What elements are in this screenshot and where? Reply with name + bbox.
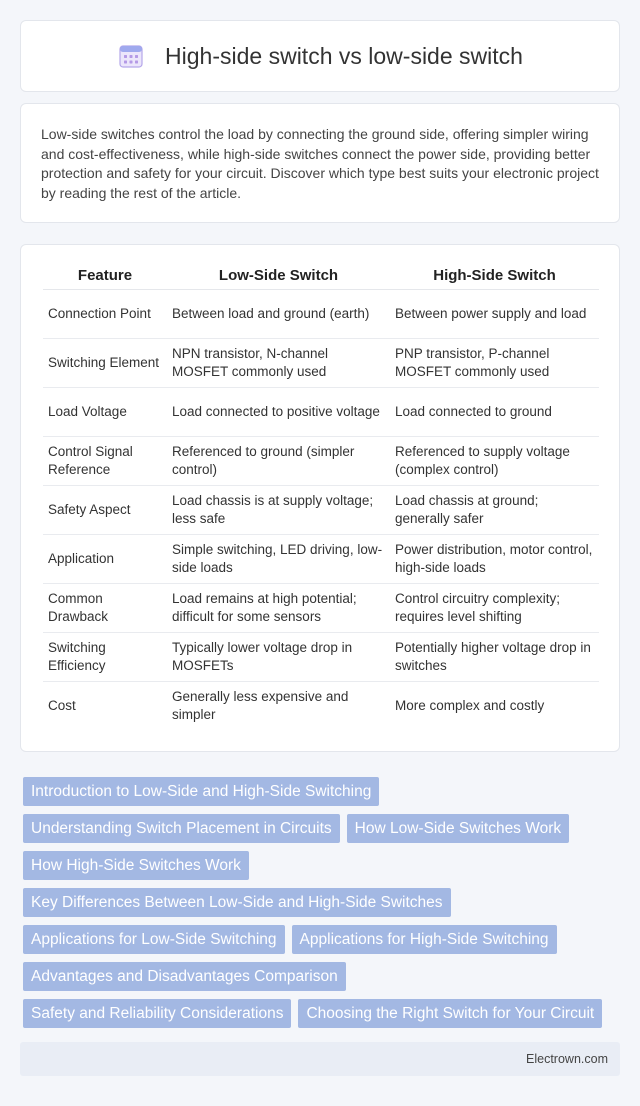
table-cell: Referenced to ground (simpler control) <box>167 436 390 485</box>
table-cell: Between load and ground (earth) <box>167 289 390 338</box>
table-cell: Potentially higher voltage drop in switches <box>390 632 599 681</box>
link-row <box>23 851 623 880</box>
comparison-table <box>43 263 599 730</box>
table-header-row <box>43 263 599 289</box>
link-row <box>23 999 623 1028</box>
table-cell: NPN transistor, N-channel MOSFET commonly used <box>167 338 390 387</box>
intro-card <box>20 103 620 223</box>
article-link[interactable]: Introduction to Low-Side and High-Side Switching <box>23 777 379 806</box>
column-header: Low-Side Switch <box>167 263 390 289</box>
table-row <box>43 387 599 436</box>
table-row <box>43 338 599 387</box>
table-cell: Control circuitry complexity; requires level shifting <box>390 583 599 632</box>
link-row <box>23 962 623 991</box>
table-cell: Load chassis at ground; generally safer <box>390 485 599 534</box>
table-cell: Safety Aspect <box>43 485 167 534</box>
table-cell: Load Voltage <box>43 387 167 436</box>
table-row <box>43 632 599 681</box>
article-link[interactable]: Understanding Switch Placement in Circuits <box>23 814 340 843</box>
article-link[interactable]: Advantages and Disadvantages Comparison <box>23 962 346 991</box>
table-cell: Connection Point <box>43 289 167 338</box>
table-cell: Load connected to ground <box>390 387 599 436</box>
intro-text: Low-side switches control the load by connecting the ground side, offering simpler wiring and cost-effectiveness, while high-side switches connect the power side, providing better protection and safety for your circuit. Discover which type best suits your electronic project by reading the rest of the article. <box>41 126 599 201</box>
table-cell: Cost <box>48 697 76 713</box>
table-cell: Power distribution, motor control, high-side loads <box>390 534 599 583</box>
link-row <box>23 814 623 843</box>
comparison-table-card <box>20 244 620 752</box>
table-row <box>43 534 599 583</box>
table-row <box>43 583 599 632</box>
table-cell: Generally less expensive and simpler <box>172 688 349 722</box>
calendar-icon <box>117 42 145 70</box>
article-link[interactable]: Choosing the Right Switch for Your Circuit <box>298 999 602 1028</box>
article-links <box>23 777 623 1036</box>
table-cell: Referenced to supply voltage (complex control) <box>390 436 599 485</box>
article-link[interactable]: How Low-Side Switches Work <box>347 814 569 843</box>
column-header: Feature <box>43 263 167 289</box>
table-cell: Switching Element <box>43 338 167 387</box>
table-cell: Load chassis is at supply voltage; less safe <box>167 485 390 534</box>
column-header: High-Side Switch <box>390 263 599 289</box>
page-title: High-side switch vs low-side switch <box>165 42 523 69</box>
table-cell: Load connected to positive voltage <box>167 387 390 436</box>
table-cell: Load remains at high potential; difficult for some sensors <box>167 583 390 632</box>
article-link[interactable]: Applications for High-Side Switching <box>292 925 557 954</box>
table-row <box>43 289 599 338</box>
table-cell: Switching Efficiency <box>43 632 167 681</box>
table-cell: Simple switching, LED driving, low-side loads <box>167 534 390 583</box>
footer <box>20 1042 620 1076</box>
table-cell: Typically lower voltage drop in MOSFETs <box>167 632 390 681</box>
table-cell: More complex and costly <box>395 697 545 713</box>
table-row <box>43 485 599 534</box>
article-link[interactable]: How High-Side Switches Work <box>23 851 249 880</box>
table-cell: Between power supply and load <box>390 289 599 338</box>
footer-site-name: Electrown.com <box>526 1052 608 1066</box>
article-link[interactable]: Applications for Low-Side Switching <box>23 925 285 954</box>
header-card <box>20 20 620 92</box>
link-row <box>23 777 623 806</box>
table-cell: Application <box>43 534 167 583</box>
article-link[interactable]: Key Differences Between Low-Side and High-Side Switches <box>23 888 451 917</box>
table-cell: PNP transistor, P-channel MOSFET commonly used <box>390 338 599 387</box>
table-cell: Common Drawback <box>43 583 167 632</box>
link-row <box>23 925 623 954</box>
table-cell: Control Signal Reference <box>43 436 167 485</box>
table-row <box>43 436 599 485</box>
article-link[interactable]: Safety and Reliability Considerations <box>23 999 291 1028</box>
table-row <box>43 681 599 730</box>
link-row <box>23 888 623 917</box>
